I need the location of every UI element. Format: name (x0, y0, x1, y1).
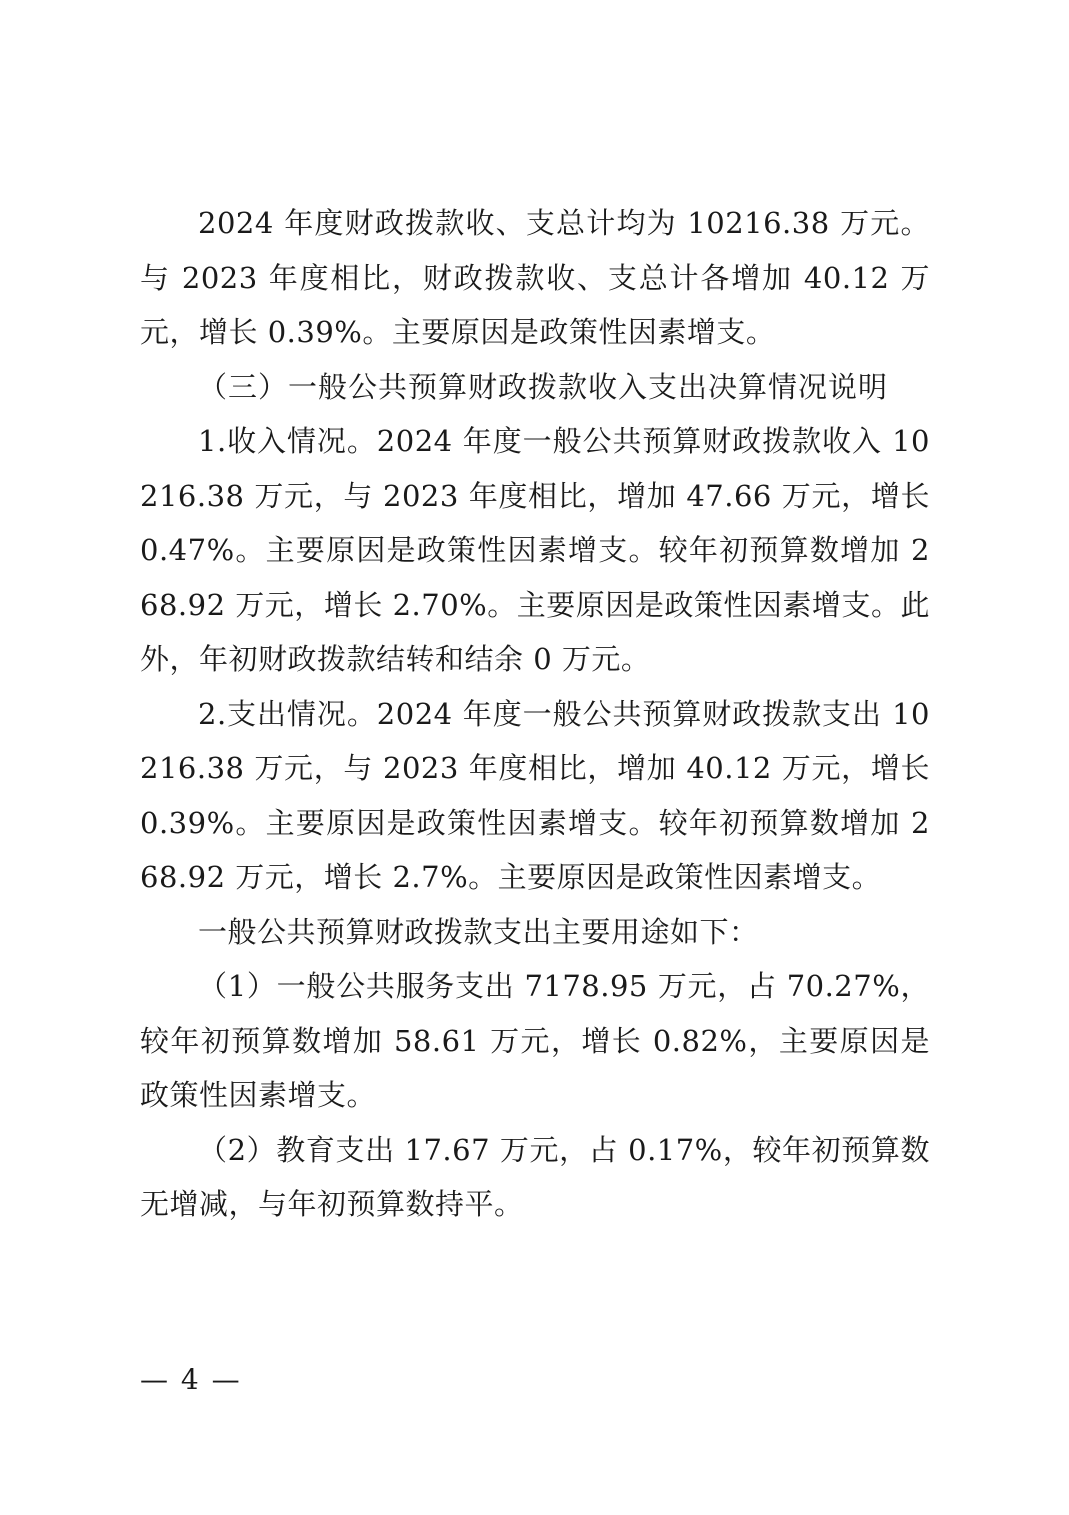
section-heading-general-budget: （三）一般公共预算财政拨款收入支出决算情况说明 (198, 369, 889, 404)
page-number: — 4 — (140, 1363, 242, 1396)
document-body (140, 196, 930, 1232)
paragraph-use-general-services: （1）一般公共服务支出 7178.95 万元，占 70.27%，较年初预算数增加 58.61 万元，增长 0.82%，主要原因是政策性因素增支。 (140, 969, 930, 1112)
paragraph-funding-summary: 2024 年度财政拨款收、支总计均为 10216.38 万元。与 2023 年度相比，财政拨款收、支总计各增加 40.12 万元，增长 0.39%。主要原因是政策性因素增支。 (140, 206, 930, 349)
paragraph-expenditure: 2.支出情况。2024 年度一般公共预算财政拨款支出 10216.38 万元，与 2023 年度相比，增加 40.12 万元，增长 0.39%。主要原因是政策性因素增支。较年初预算数增加 268.92 万元，增长 2.7%。主要原因是政策性因素增支。 (140, 696, 930, 894)
paragraph-use-education: （2）教育支出 17.67 万元，占 0.17%，较年初预算数无增减，与年初预算数持平。 (140, 1132, 930, 1221)
paragraph-income: 1.收入情况。2024 年度一般公共预算财政拨款收入 10216.38 万元，与 2023 年度相比，增加 47.66 万元，增长 0.47%。主要原因是政策性因素增支。较年初预算数增加 268.92 万元，增长 2.70%。主要原因是政策性因素增支。此外，年初财政拨款结转和结余 0 万元。 (140, 424, 930, 676)
paragraph-uses-intro: 一般公共预算财政拨款支出主要用途如下： (198, 914, 759, 949)
